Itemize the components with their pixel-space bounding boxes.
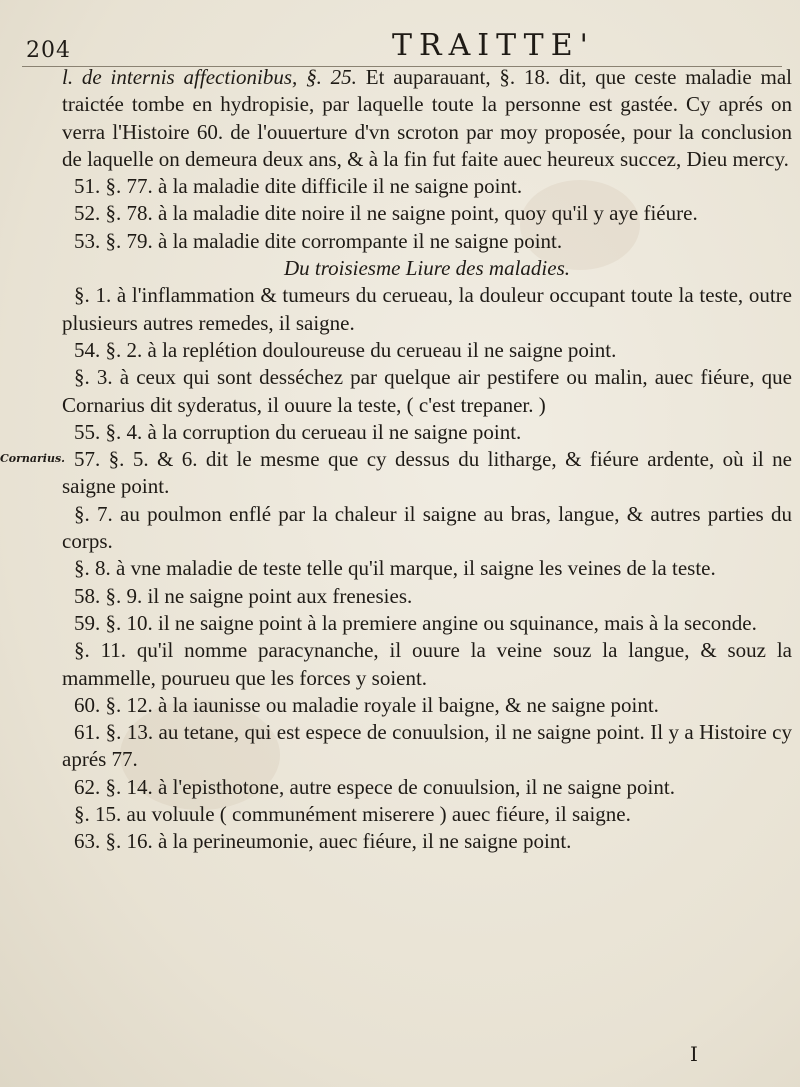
paragraph: 59. §. 10. il ne saigne point à la premiere angine ou squinance, mais à la seconde. — [74, 610, 757, 635]
paragraph: §. 11. qu'il nomme paracynanche, il ouure la veine souz la langue, & souz la mammelle, pourueu que les forces y soient. — [62, 638, 792, 690]
catchword: I — [690, 1042, 698, 1066]
paragraph: 62. §. 14. à l'episthotone, autre espece de conuulsion, il ne saigne point. — [74, 774, 675, 799]
paragraph: §. 8. à vne maladie de teste telle qu'il marque, il saigne les veines de la teste. — [74, 556, 716, 581]
paragraph: §. 3. à ceux qui sont desséchez par quelque air pestifere ou malin, auec fiéure, que Cornarius dit syderatus, il ouure la teste, ( c'est trepaner. ) — [62, 365, 792, 417]
paragraph: 60. §. 12. à la iaunisse ou maladie royale il baigne, & ne saigne point. — [74, 692, 659, 717]
page-header — [0, 24, 800, 64]
paragraph: 61. §. 13. au tetane, qui est espece de conuulsion, il ne saigne point. Il y a Histoire cy aprés 77. — [62, 720, 792, 772]
paragraph: 53. §. 79. à la maladie dite corrompante il ne saigne point. — [74, 228, 563, 253]
paragraph: 63. §. 16. à la perineumonie, auec fiéure, il ne saigne point. — [74, 829, 572, 854]
paragraph: 57. §. 5. & 6. dit le mesme que cy dessus du litharge, & fiéure ardente, où il ne saigne point. — [62, 447, 792, 499]
margin-note: Cornarius. — [0, 452, 66, 465]
paragraph: §. 15. au voluule ( communément miserere ) auec fiéure, il saigne. — [74, 802, 631, 827]
paragraph-text: Et auparauant, §. 18. dit, que ceste maladie mal traictée tombe en hydropisie, par laquelle toute la personne est gastée. Cy aprés on verra l'Histoire 60. de l'ouuerture d'vn scroton par moy proposée, pour la conclusion de laquelle on demeura deux ans, & à la fin fut faite auec heureux succez, Dieu mercy. — [62, 65, 793, 171]
paragraph: 54. §. 2. à la replétion douloureuse du cerueau il ne saigne point. — [74, 337, 617, 362]
body-text — [62, 64, 792, 856]
running-title: TRAITTE' — [392, 28, 595, 63]
paragraph: 58. §. 9. il ne saigne point aux frenesies. — [74, 583, 413, 608]
paragraph: 55. §. 4. à la corruption du cerueau il ne saigne point. — [74, 419, 522, 444]
page-number: 204 — [26, 38, 71, 63]
paragraph: §. 7. au poulmon enflé par la chaleur il saigne au bras, langue, & autres parties du corps. — [62, 501, 792, 554]
paragraph — [62, 64, 792, 173]
paragraph: 52. §. 78. à la maladie dite noire il ne saigne point, quoy qu'il y aye fiéure. — [74, 201, 698, 226]
citation: l. de internis affectionibus, §. 25. — [62, 65, 357, 89]
section-heading: Du troisiesme Liure des maladies. — [283, 256, 570, 281]
paragraph: §. 1. à l'inflammation & tumeurs du cerueau, la douleur occupant toute la teste, outre plusieurs autres remedes, il saigne. — [62, 283, 792, 335]
paragraph: 51. §. 77. à la maladie dite difficile il ne saigne point. — [74, 174, 523, 199]
